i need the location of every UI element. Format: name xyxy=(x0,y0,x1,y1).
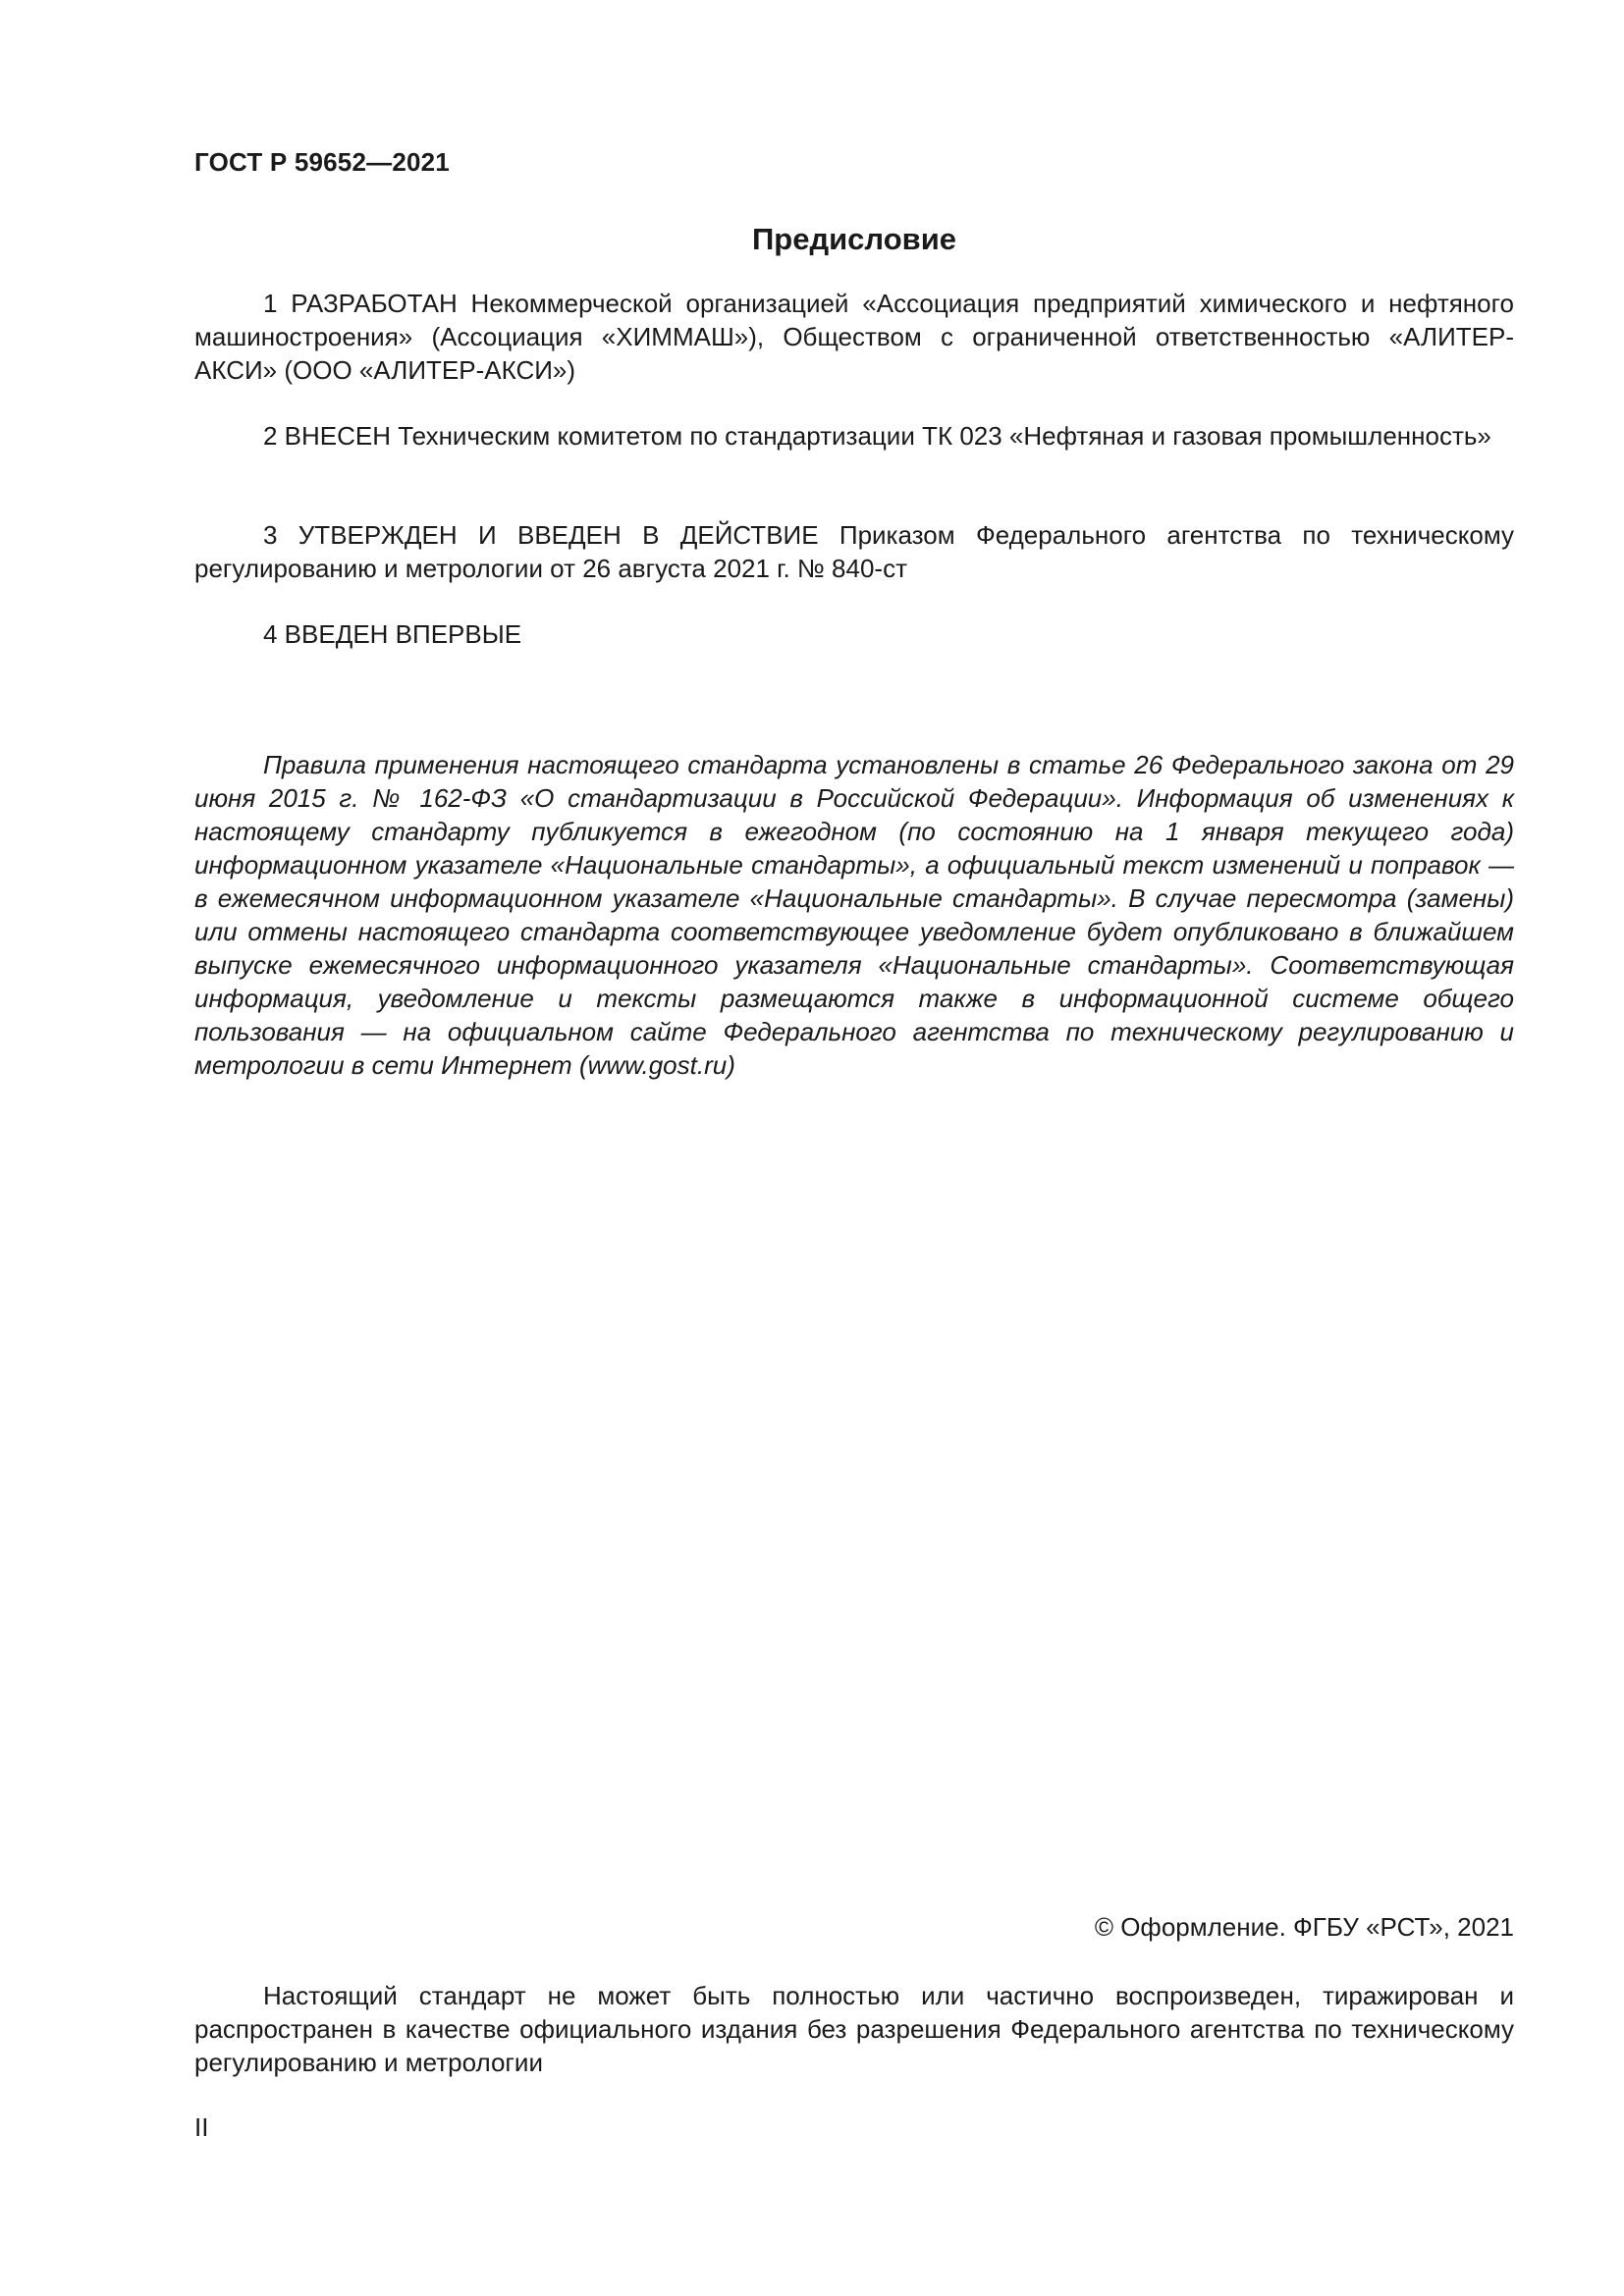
foreword-title: Предисловие xyxy=(751,222,956,256)
foreword-item-developed: 1 РАЗРАБОТАН Некоммерческой организацией «Ассоциация предприятий химического и нефтяного машиностроения» (Ассоциация «ХИММАШ»), Обществом с ограниченной ответственностью «АЛИТЕР-АКСИ» (ООО «АЛИТЕР-АКСИ») xyxy=(194,289,1514,385)
page-number: II xyxy=(194,2112,209,2142)
foreword-item-introduced: 4 ВВЕДЕН ВПЕРВЫЕ xyxy=(263,619,522,649)
application-rules-notice: Правила применения настоящего стандарта установлены в статье 26 Федерального закона от 29 июня 2015 г. № 162-ФЗ «О стандартизации в Российской Федерации». Информация об изменениях к настоящему стандарту публикуется в ежегодном (по состоянию на 1 января текущего года) информационном указателе «Национальные стандарты», а официальный текст изменений и поправок — в ежемесячном информационном указателе «Национальные стандарты». В случае пересмотра (замены) или отмены настоящего стандарта соответствующее уведомление будет опубликовано в ближайшем выпуске ежемесячного информационного указателя «Национальные стандарты». Соответствующая информация, уведомление и тексты размещаются также в информационной системе общего пользования — на официальном сайте Федерального агентства по техническому регулированию и метрологии в сети Интернет (www.gost.ru) xyxy=(194,750,1514,1080)
foreword-item-submitted: 2 ВНЕСЕН Техническим комитетом по стандартизации ТК 023 «Нефтяная и газовая промышленность» xyxy=(263,421,1491,451)
reproduction-notice: Настоящий стандарт не может быть полностью или частично воспроизведен, тиражирован и распространен в качестве официального издания без разрешения Федерального агентства по техническому регулированию и метрологии xyxy=(194,1981,1514,2077)
foreword-item-approved: 3 УТВЕРЖДЕН И ВВЕДЕН В ДЕЙСТВИЕ Приказом Федерального агентства по техническому регулированию и метрологии от 26 августа 2021 г. № 840-ст xyxy=(194,520,1514,583)
standard-code: ГОСТ Р 59652—2021 xyxy=(194,147,450,177)
copyright-line: © Оформление. ФГБУ «РСТ», 2021 xyxy=(1094,1912,1514,1942)
